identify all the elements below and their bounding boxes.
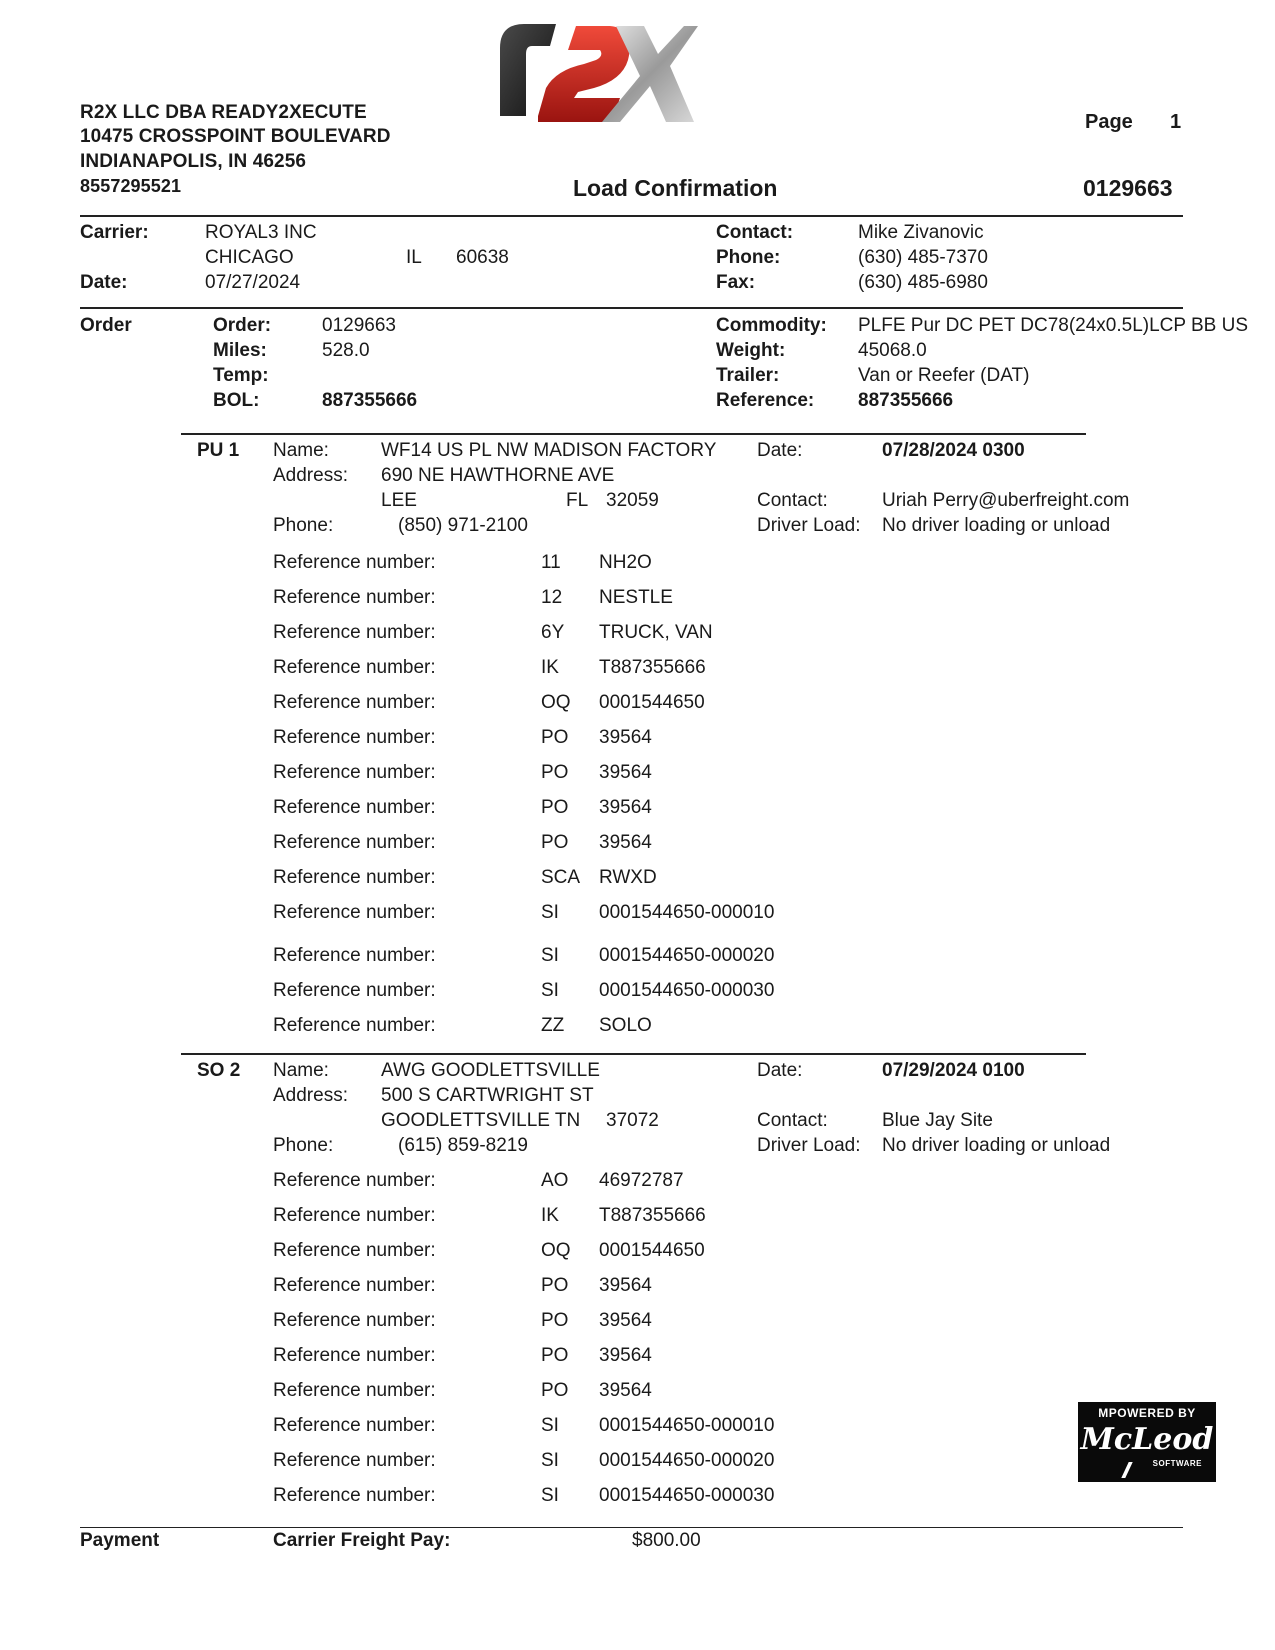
badge-slash <box>1121 1462 1132 1478</box>
stop-driver-load-label: Driver Load: <box>757 515 861 536</box>
reference-number-label: Reference number: <box>273 727 436 748</box>
divider <box>80 1527 1183 1528</box>
reference-number-label: Reference number: <box>273 867 436 888</box>
stop-address-label: Address: <box>273 1085 348 1106</box>
stop-city-line: GOODLETTSVILLE TN <box>381 1110 581 1131</box>
reference-type: SI <box>541 1415 559 1436</box>
reference-value: T887355666 <box>599 1205 706 1226</box>
order-number: 0129663 <box>322 315 396 336</box>
reference-value: NESTLE <box>599 587 673 608</box>
stop-code: PU 1 <box>197 440 240 461</box>
carrier-contact: Mike Zivanovic <box>858 222 984 243</box>
reference-type: SI <box>541 902 559 923</box>
document-number: 0129663 <box>1083 175 1173 201</box>
reference-type: PO <box>541 727 569 748</box>
stop-city: LEE <box>381 490 417 511</box>
reference-type: SI <box>541 1485 559 1506</box>
reference-value: 0001544650 <box>599 1240 705 1261</box>
payment-section-label: Payment <box>80 1530 160 1551</box>
reference-type: AO <box>541 1170 569 1191</box>
order-bol: 887355666 <box>322 390 418 411</box>
carrier-freight-pay-label: Carrier Freight Pay: <box>273 1530 451 1551</box>
stop-code: SO 2 <box>197 1060 241 1081</box>
order-weight: 45068.0 <box>858 340 927 361</box>
divider <box>181 1053 1086 1055</box>
divider <box>181 433 1086 435</box>
stop-phone-label: Phone: <box>273 515 334 536</box>
reference-value: 39564 <box>599 797 652 818</box>
reference-number-label: Reference number: <box>273 1015 436 1036</box>
carrier-state: IL <box>406 247 422 268</box>
reference-number-label: Reference number: <box>273 1380 436 1401</box>
reference-number-label: Reference number: <box>273 622 436 643</box>
reference-value: RWXD <box>599 867 657 888</box>
carrier-date-label: Date: <box>80 272 128 293</box>
reference-value: 39564 <box>599 832 652 853</box>
stop-contact: Blue Jay Site <box>882 1110 993 1131</box>
commodity-label: Commodity: <box>716 315 827 336</box>
stop-date: 07/29/2024 0100 <box>882 1060 1025 1081</box>
reference-type: PO <box>541 832 569 853</box>
reference-number-label: Reference number: <box>273 1205 436 1226</box>
stop-contact-label: Contact: <box>757 1110 828 1131</box>
reference-value: 46972787 <box>599 1170 684 1191</box>
badge-line3: SOFTWARE <box>1152 1459 1202 1468</box>
reference-value: 39564 <box>599 727 652 748</box>
reference-number-label: Reference number: <box>273 902 436 923</box>
document-title: Load Confirmation <box>573 175 778 201</box>
miles-label: Miles: <box>213 340 267 361</box>
reference-number-label: Reference number: <box>273 1450 436 1471</box>
order-trailer: Van or Reefer (DAT) <box>858 365 1030 386</box>
reference-number-label: Reference number: <box>273 797 436 818</box>
company-phone: 8557295521 <box>80 176 182 196</box>
carrier-phone: (630) 485-7370 <box>858 247 988 268</box>
page-label: Page <box>1085 111 1133 133</box>
divider <box>80 215 1183 217</box>
trailer-label: Trailer: <box>716 365 780 386</box>
stop-address-label: Address: <box>273 465 348 486</box>
stop-driver-load: No driver loading or unload <box>882 515 1111 536</box>
stop-phone: (615) 859-8219 <box>398 1135 528 1156</box>
reference-value: 39564 <box>599 762 652 783</box>
carrier-city: CHICAGO <box>205 247 294 268</box>
reference-value: 39564 <box>599 1345 652 1366</box>
stop-phone-label: Phone: <box>273 1135 334 1156</box>
reference-value: 0001544650-000020 <box>599 1450 775 1471</box>
order-section-label: Order <box>80 315 132 336</box>
reference-number-label: Reference number: <box>273 762 436 783</box>
reference-value: 0001544650-000010 <box>599 1415 775 1436</box>
stop-name: AWG GOODLETTSVILLE <box>381 1060 600 1081</box>
company-street: 10475 CROSSPOINT BOULEVARD <box>80 126 391 147</box>
reference-number-label: Reference number: <box>273 980 436 1001</box>
company-city-state-zip: INDIANAPOLIS, IN 46256 <box>80 151 307 172</box>
reference-type: OQ <box>541 1240 571 1261</box>
carrier-name: ROYAL3 INC <box>205 222 317 243</box>
reference-value: TRUCK, VAN <box>599 622 713 643</box>
stop-contact: Uriah Perry@uberfreight.com <box>882 490 1130 511</box>
order-miles: 528.0 <box>322 340 370 361</box>
reference-type: PO <box>541 797 569 818</box>
r2x-logo <box>498 18 698 128</box>
stop-address: 500 S CARTWRIGHT ST <box>381 1085 594 1106</box>
carrier-freight-pay-amount: $800.00 <box>632 1530 701 1551</box>
reference-number-label: Reference number: <box>273 1240 436 1261</box>
mcleod-software-logo <box>1078 1402 1216 1482</box>
weight-label: Weight: <box>716 340 786 361</box>
reference-type: SI <box>541 1450 559 1471</box>
fax-label: Fax: <box>716 272 756 293</box>
reference-number-label: Reference number: <box>273 1310 436 1331</box>
reference-label: Reference: <box>716 390 815 411</box>
reference-number-label: Reference number: <box>273 1485 436 1506</box>
stop-driver-load: No driver loading or unload <box>882 1135 1111 1156</box>
carrier-label: Carrier: <box>80 222 149 243</box>
stop-phone: (850) 971-2100 <box>398 515 528 536</box>
reference-type: 6Y <box>541 622 565 643</box>
stop-name: WF14 US PL NW MADISON FACTORY <box>381 440 717 461</box>
reference-number-label: Reference number: <box>273 1275 436 1296</box>
reference-value: NH2O <box>599 552 652 573</box>
temp-label: Temp: <box>213 365 269 386</box>
reference-type: OQ <box>541 692 571 713</box>
reference-type: 11 <box>541 552 561 573</box>
order-label: Order: <box>213 315 272 336</box>
reference-type: PO <box>541 1310 569 1331</box>
company-name: R2X LLC DBA READY2XECUTE <box>80 102 367 123</box>
badge-line2: McLeod <box>1080 1422 1214 1457</box>
contact-label: Contact: <box>716 222 794 243</box>
badge-line1: MPOWERED BY <box>1098 1406 1196 1420</box>
stop-name-label: Name: <box>273 440 329 461</box>
reference-type: PO <box>541 1275 569 1296</box>
divider <box>80 307 1183 309</box>
reference-number-label: Reference number: <box>273 657 436 678</box>
carrier-date: 07/27/2024 <box>205 272 301 293</box>
stop-address: 690 NE HAWTHORNE AVE <box>381 465 615 486</box>
stop-driver-load-label: Driver Load: <box>757 1135 861 1156</box>
reference-value: 0001544650-000030 <box>599 980 775 1001</box>
reference-type: PO <box>541 1345 569 1366</box>
stop-date-label: Date: <box>757 1060 803 1081</box>
carrier-zip: 60638 <box>456 247 509 268</box>
reference-value: 0001544650-000030 <box>599 1485 775 1506</box>
reference-value: 0001544650-000020 <box>599 945 775 966</box>
reference-type: IK <box>541 657 559 678</box>
reference-value: 39564 <box>599 1275 652 1296</box>
reference-value: 39564 <box>599 1380 652 1401</box>
stop-contact-label: Contact: <box>757 490 828 511</box>
reference-value: 0001544650 <box>599 692 705 713</box>
reference-number-label: Reference number: <box>273 1345 436 1366</box>
order-reference: 887355666 <box>858 390 954 411</box>
reference-number-label: Reference number: <box>273 1415 436 1436</box>
reference-number-label: Reference number: <box>273 587 436 608</box>
reference-number-label: Reference number: <box>273 552 436 573</box>
reference-type: SI <box>541 980 559 1001</box>
reference-value: 0001544650-000010 <box>599 902 775 923</box>
order-commodity: PLFE Pur DC PET DC78(24x0.5L)LCP BB US <box>858 315 1249 336</box>
reference-number-label: Reference number: <box>273 692 436 713</box>
stop-state: FL <box>566 490 589 511</box>
bol-label: BOL: <box>213 390 260 411</box>
stop-zip: 32059 <box>606 490 659 511</box>
reference-number-label: Reference number: <box>273 832 436 853</box>
carrier-fax: (630) 485-6980 <box>858 272 988 293</box>
reference-type: SI <box>541 945 559 966</box>
reference-type: PO <box>541 1380 569 1401</box>
reference-type: IK <box>541 1205 559 1226</box>
reference-number-label: Reference number: <box>273 1170 436 1191</box>
phone-label: Phone: <box>716 247 781 268</box>
reference-value: SOLO <box>599 1015 652 1036</box>
reference-type: 12 <box>541 587 563 608</box>
reference-type: SCA <box>541 867 581 888</box>
reference-type: ZZ <box>541 1015 565 1036</box>
stop-date: 07/28/2024 0300 <box>882 440 1025 461</box>
reference-type: PO <box>541 762 569 783</box>
stop-name-label: Name: <box>273 1060 329 1081</box>
reference-value: 39564 <box>599 1310 652 1331</box>
reference-value: T887355666 <box>599 657 706 678</box>
reference-number-label: Reference number: <box>273 945 436 966</box>
stop-date-label: Date: <box>757 440 803 461</box>
stop-zip: 37072 <box>606 1110 659 1131</box>
page-number: 1 <box>1170 111 1182 133</box>
